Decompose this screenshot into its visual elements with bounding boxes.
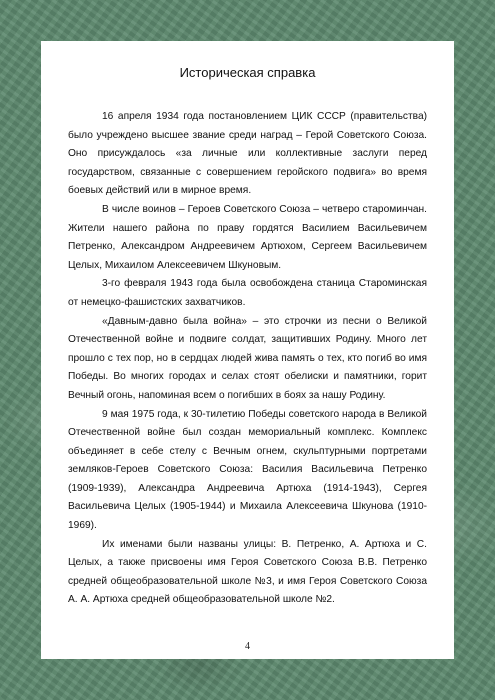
page-number: 4: [245, 641, 250, 652]
paragraph-award-history: 16 апреля 1934 года постановлением ЦИК СССР (правительства) было учреждено высшее звание среди наград – Герой Советского Союза. Оно присуждалось «за личные или коллективные заслуги перед государством, связанные с совершением геройского подвига» во время боевых действий или в мирное время.: [68, 111, 427, 197]
paragraph-heroes-list: В числе воинов – Героев Советского Союза – четверо староминчан. Жители нашего района по праву гордятся Василием Васильевичем Петренко, Александром Андреевичем Артюхом, Сергеем Васильевичем Целых, Михаилом Алексеевичем Шкуновым.: [68, 203, 427, 271]
paragraph-memorial-complex: 9 мая 1975 года, к 30-тилетию Победы советского народа в Великой Отечественной войне был создан мемориальный комплекс. Комплекс объединяет в себе стелу с Вечным огнем, скульптурными портретами земляков-Героев Советского Союза: Василия Васильевича Петренко (1909-1939), Александра Андреевича Артюха (1914-1943), Сергея Васильевича Целых (1905-1944) и Михаила Алексеевича Шкунова (1910-1969).: [68, 408, 427, 532]
paragraph-streets-schools: Их именами были названы улицы: В. Петренко, А. Артюха и С. Целых, а также присвоены имя Героя Советского Союза В.В. Петренко средней общеобразовательной школе №3, и имя Героя Советского Союза А. А. Артюха средней общеобразовательной школе №2.: [68, 538, 427, 606]
document-page: [41, 41, 454, 659]
document-title: Историческая справка: [179, 65, 316, 80]
paragraph-memory: «Давным-давно была война» – это строчки из песни о Великой Отечественной войне и подвиге солдат, защитивших Родину. Много лет прошло с тех пор, но в сердцах людей жива память о тех, кто погиб во имя Победы. Во многих городах и селах стоят обелиски и памятники, горит Вечный огонь, напоминая всем о погибших в боях за нашу Родину.: [68, 315, 427, 401]
paragraph-liberation: 3-го февраля 1943 года была освобождена станица Староминская от немецко-фашистских захватчиков.: [68, 278, 427, 308]
